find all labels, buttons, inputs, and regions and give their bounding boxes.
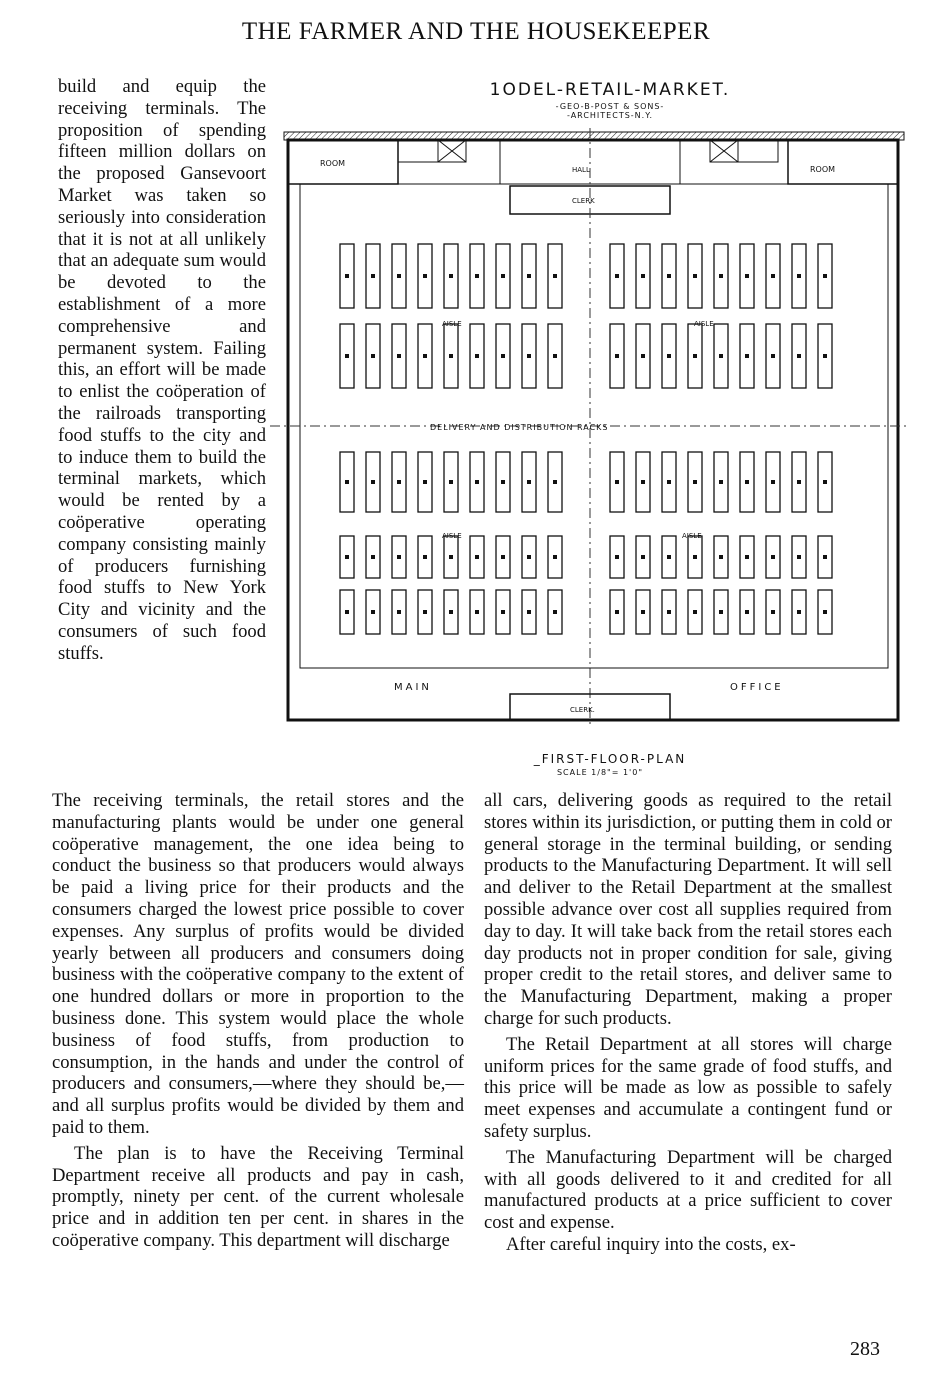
stall-marker [475, 274, 479, 278]
stall-marker [553, 274, 557, 278]
stall-marker [667, 610, 671, 614]
stall-marker [345, 480, 349, 484]
stall-marker [797, 610, 801, 614]
plan-subtitle-line2: -ARCHITECTS-N.Y. [566, 111, 654, 120]
stall-marker [771, 354, 775, 358]
stall-marker [797, 555, 801, 559]
hall-label: HALL [572, 166, 590, 174]
room-right-label: ROOM [810, 165, 836, 174]
stall-marker [423, 610, 427, 614]
stall-marker [371, 480, 375, 484]
stall-marker [719, 555, 723, 559]
stall-marker [449, 274, 453, 278]
stall-marker [449, 610, 453, 614]
stall-marker [693, 354, 697, 358]
plan-subtitle-line1: -GEO-B-POST & SONS- [555, 102, 665, 111]
stall-marker [615, 555, 619, 559]
aisle-label: AISLE [682, 532, 702, 540]
stall-marker [641, 610, 645, 614]
aisle-label: AISLE [442, 320, 462, 328]
plan-scale: SCALE 1/8"= 1'0" [556, 768, 644, 777]
stall-marker [823, 354, 827, 358]
stall-marker [475, 610, 479, 614]
stall-marker [823, 274, 827, 278]
stall-marker [449, 480, 453, 484]
stall-marker [693, 480, 697, 484]
stall-marker [823, 555, 827, 559]
stall-marker [641, 274, 645, 278]
stall-marker [527, 274, 531, 278]
plan-caption: _FIRST-FLOOR-PLAN [533, 752, 687, 766]
delivery-label: DELIVERY AND DISTRIBUTION RACKS [430, 423, 609, 432]
stall-marker [527, 555, 531, 559]
stall-marker [641, 354, 645, 358]
stall-marker [345, 610, 349, 614]
stall-marker [745, 480, 749, 484]
floor-plan-drawing [270, 128, 910, 728]
paragraph: all cars, delivering goods as required to the retail stores within its jurisdiction, or putting them in cold or general storage in the terminal building, or sending products to the Manufacturing Department. It will sell and deliver to the Retail Department at the smallest possible advance over cost all supplies required from day to day. It will take back from the retail stores each day products not in proper condition for sale, giving proper credit to the retail stores, and deliver same to the Manufacturing Department, making a proper charge for such products. [484, 790, 892, 1029]
stall-marker [501, 555, 505, 559]
room-left-label: ROOM [320, 159, 346, 168]
stall-marker [745, 354, 749, 358]
stall-marker [501, 354, 505, 358]
stall-marker [615, 354, 619, 358]
stall-marker [771, 480, 775, 484]
stall-marker [423, 354, 427, 358]
stall-marker [553, 555, 557, 559]
stall-marker [797, 354, 801, 358]
stall-marker [449, 354, 453, 358]
plan-architect [460, 102, 760, 120]
stall-marker [423, 555, 427, 559]
paragraph: build and equip the receiving terminals. The proposition of spending fifteen million dollars on the proposed Gansevoort Market was taken so seriously into consideration that it is not at all unlikely that an adequate sum would be devoted to the establishment of a more comprehensive and permanent system. Failing this, an effort will be made to enlist the coöperation of the railroads transporting food stuffs to the city and to induce them to build the terminal markets, which would be rented by a coöperative operating company consisting mainly of producers furnishing food stuffs to New York City and vicinity and the consumers of such food stuffs. [58, 76, 266, 664]
left-column-bottom [52, 790, 464, 1252]
stall-marker [397, 555, 401, 559]
aisle-label: AISLE [442, 532, 462, 540]
stall-marker [527, 610, 531, 614]
stall-marker [553, 354, 557, 358]
stall-marker [475, 480, 479, 484]
stall-marker [771, 610, 775, 614]
stall-marker [371, 610, 375, 614]
stall-marker [553, 610, 557, 614]
aisle-label: AISLE [694, 320, 714, 328]
stall-marker [797, 480, 801, 484]
stall-marker [693, 274, 697, 278]
stall-marker [641, 555, 645, 559]
stall-marker [719, 480, 723, 484]
paragraph: The Retail Department at all stores will charge uniform prices for the same grade of food stuffs, and this price will be made as low as possible to safely meet expenses and accumulate a contingent fund or safety surplus. [484, 1033, 892, 1142]
stall-marker [797, 274, 801, 278]
stall-marker [397, 354, 401, 358]
stall-marker [719, 610, 723, 614]
stall-marker [771, 274, 775, 278]
stall-marker [693, 610, 697, 614]
paragraph: The plan is to have the Receiving Terminal Department receive all products and pay in cash, promptly, ninety per cent. of the current wholesale price and in addition ten per cent. in shares in the coöperative company. This department will discharge [52, 1142, 464, 1251]
stall-marker [771, 555, 775, 559]
stall-marker [527, 354, 531, 358]
stall-marker [475, 555, 479, 559]
office-label: OFFICE [730, 682, 784, 693]
stall-marker [719, 274, 723, 278]
stall-marker [719, 354, 723, 358]
stall-marker [745, 610, 749, 614]
stall-grid [340, 244, 832, 634]
right-column [484, 790, 892, 1256]
paragraph: After careful inquiry into the costs, ex- [506, 1233, 796, 1255]
stall-marker [693, 555, 697, 559]
left-column-top [58, 76, 266, 665]
stall-marker [667, 274, 671, 278]
clerk-top-label: CLERK [572, 197, 595, 205]
page-title: THE FARMER AND THE HOUSEKEEPER [241, 18, 711, 45]
stall-marker [615, 610, 619, 614]
paragraph: The receiving terminals, the retail stores and the manufacturing plants would be under one general coöperative management, the one idea being to conduct the business so that producers would always be paid a living price for their products and the consumers charged the lowest price possible to cover expenses. Any surplus of profits would be divided yearly between all producers and consumers doing business with the coöperative company to the extent of one hundred dollars or more in proportion to the business done. This system would place the whole business of food stuffs, from production to consumption, in the hands and under the control of producers and consumers,—where they should be,—and all surplus profits would be divided by them and paid to them. [52, 790, 464, 1138]
stall-marker [667, 555, 671, 559]
stall-marker [397, 610, 401, 614]
stall-marker [615, 274, 619, 278]
stall-marker [371, 354, 375, 358]
stall-marker [823, 480, 827, 484]
stall-marker [745, 274, 749, 278]
stall-marker [553, 480, 557, 484]
stall-marker [371, 555, 375, 559]
clerk-bottom-label: CLERK. [570, 706, 595, 714]
stall-marker [667, 354, 671, 358]
stall-marker [501, 610, 505, 614]
stall-marker [667, 480, 671, 484]
stall-marker [527, 480, 531, 484]
stall-marker [345, 274, 349, 278]
page-number: 283 [850, 1338, 880, 1360]
stall-marker [641, 480, 645, 484]
stall-marker [397, 480, 401, 484]
stall-marker [345, 354, 349, 358]
stall-marker [823, 610, 827, 614]
main-label: MAIN [394, 682, 432, 693]
stall-marker [345, 555, 349, 559]
stall-marker [745, 555, 749, 559]
stall-marker [423, 274, 427, 278]
stall-marker [397, 274, 401, 278]
stall-marker [501, 274, 505, 278]
plan-title: 1ODEL-RETAIL-MARKET. [489, 80, 731, 100]
stall-marker [615, 480, 619, 484]
stall-marker [449, 555, 453, 559]
paragraph: The Manufacturing Department will be charged with all goods delivered to it and credited for all manufactured products at a price sufficient to cover cost and expense. [484, 1146, 892, 1234]
stall-marker [501, 480, 505, 484]
stall-marker [371, 274, 375, 278]
stall-marker [475, 354, 479, 358]
stall-marker [423, 480, 427, 484]
